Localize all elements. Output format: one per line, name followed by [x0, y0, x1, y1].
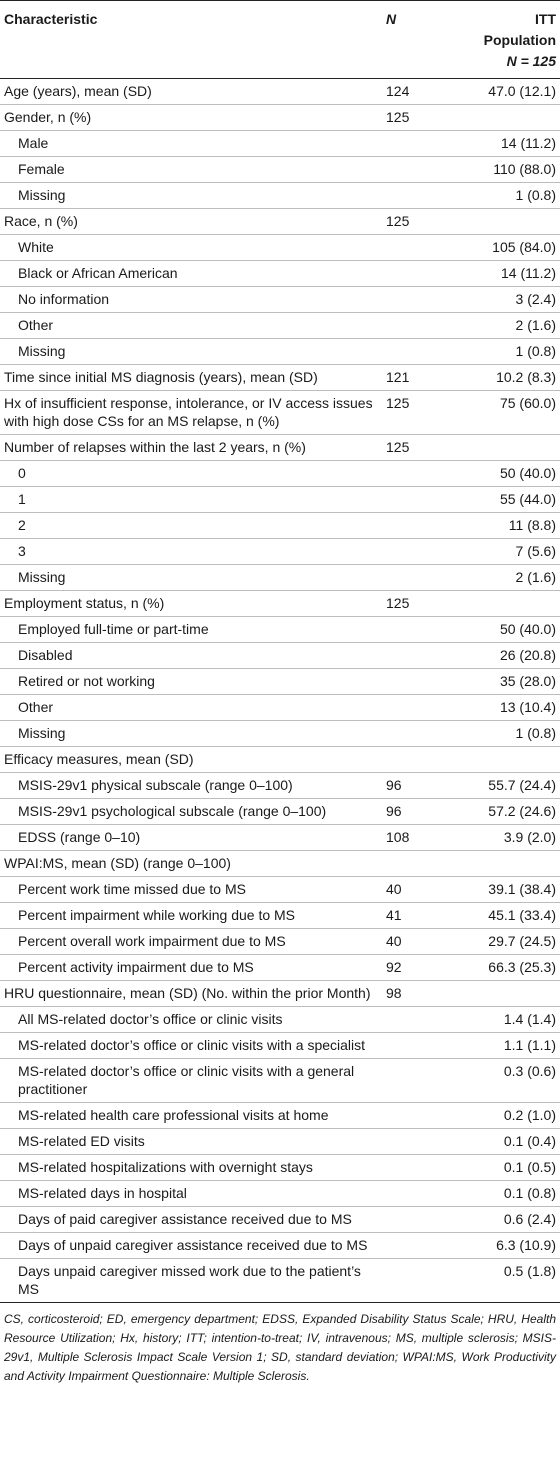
table-row — [0, 131, 560, 157]
row-itt-value: 0.1 (0.8) — [452, 1181, 560, 1207]
row-n — [382, 1129, 452, 1155]
table-row — [0, 539, 560, 565]
table-row — [0, 1033, 560, 1059]
row-characteristic: Employment status, n (%) — [0, 591, 382, 617]
header-itt-line2: Population — [483, 32, 556, 48]
row-n — [382, 287, 452, 313]
row-itt-value: 0.6 (2.4) — [452, 1207, 560, 1233]
row-characteristic: Missing — [0, 565, 382, 591]
table-row — [0, 157, 560, 183]
table-row — [0, 79, 560, 105]
table-row — [0, 1103, 560, 1129]
row-n — [382, 721, 452, 747]
row-characteristic: 0 — [0, 461, 382, 487]
table-row — [0, 747, 560, 773]
row-characteristic: Days of unpaid caregiver assistance received due to MS — [0, 1233, 382, 1259]
table-row — [0, 1207, 560, 1233]
row-characteristic: Hx of insufficient response, intolerance, or IV access issues with high dose CSs for an MS relapse, n (%) — [0, 391, 382, 435]
table-row — [0, 955, 560, 981]
row-n — [382, 1155, 452, 1181]
row-n — [382, 1207, 452, 1233]
row-itt-value — [452, 851, 560, 877]
table-row — [0, 105, 560, 131]
table-row — [0, 513, 560, 539]
row-itt-value: 3.9 (2.0) — [452, 825, 560, 851]
row-itt-value: 66.3 (25.3) — [452, 955, 560, 981]
row-n — [382, 1033, 452, 1059]
row-characteristic: Other — [0, 695, 382, 721]
row-itt-value: 0.1 (0.4) — [452, 1129, 560, 1155]
row-n — [382, 1181, 452, 1207]
row-n: 121 — [382, 365, 452, 391]
table-row — [0, 1007, 560, 1033]
table-row — [0, 313, 560, 339]
row-characteristic: WPAI:MS, mean (SD) (range 0–100) — [0, 851, 382, 877]
row-characteristic: MS-related doctor’s office or clinic visits with a specialist — [0, 1033, 382, 1059]
row-characteristic: Percent work time missed due to MS — [0, 877, 382, 903]
table-row — [0, 565, 560, 591]
table-row — [0, 365, 560, 391]
table-row — [0, 1059, 560, 1103]
row-n — [382, 461, 452, 487]
row-n: 40 — [382, 877, 452, 903]
table-header — [0, 1, 560, 79]
row-itt-value: 6.3 (10.9) — [452, 1233, 560, 1259]
row-itt-value: 14 (11.2) — [452, 131, 560, 157]
table-row — [0, 339, 560, 365]
row-characteristic: Missing — [0, 721, 382, 747]
row-itt-value: 10.2 (8.3) — [452, 365, 560, 391]
row-characteristic: MSIS-29v1 psychological subscale (range 0–100) — [0, 799, 382, 825]
row-n: 96 — [382, 773, 452, 799]
row-itt-value: 105 (84.0) — [452, 235, 560, 261]
row-n — [382, 183, 452, 209]
row-characteristic: Other — [0, 313, 382, 339]
table-body — [0, 79, 560, 1303]
table-row — [0, 261, 560, 287]
table-row — [0, 695, 560, 721]
row-n — [382, 643, 452, 669]
row-itt-value: 35 (28.0) — [452, 669, 560, 695]
row-n — [382, 669, 452, 695]
table-row — [0, 773, 560, 799]
row-characteristic: MSIS-29v1 physical subscale (range 0–100) — [0, 773, 382, 799]
row-itt-value: 26 (20.8) — [452, 643, 560, 669]
row-itt-value — [452, 981, 560, 1007]
table-row — [0, 643, 560, 669]
row-n — [382, 565, 452, 591]
table-row — [0, 287, 560, 313]
row-n: 125 — [382, 209, 452, 235]
row-characteristic: Black or African American — [0, 261, 382, 287]
row-itt-value: 1.4 (1.4) — [452, 1007, 560, 1033]
row-n: 125 — [382, 591, 452, 617]
row-n: 98 — [382, 981, 452, 1007]
row-characteristic: MS-related days in hospital — [0, 1181, 382, 1207]
row-n — [382, 131, 452, 157]
table-row — [0, 391, 560, 435]
row-characteristic: Employed full-time or part-time — [0, 617, 382, 643]
row-n — [382, 1103, 452, 1129]
row-characteristic: Percent overall work impairment due to MS — [0, 929, 382, 955]
row-n — [382, 747, 452, 773]
row-itt-value: 3 (2.4) — [452, 287, 560, 313]
row-n: 125 — [382, 391, 452, 435]
table-row — [0, 903, 560, 929]
table-row — [0, 929, 560, 955]
row-itt-value — [452, 747, 560, 773]
header-n: N — [382, 1, 452, 79]
table-row — [0, 669, 560, 695]
row-n: 124 — [382, 79, 452, 105]
row-n: 125 — [382, 435, 452, 461]
row-itt-value: 1 (0.8) — [452, 183, 560, 209]
row-n — [382, 157, 452, 183]
row-n: 41 — [382, 903, 452, 929]
row-itt-value — [452, 591, 560, 617]
table-footnote: CS, corticosteroid; ED, emergency department; EDSS, Expanded Disability Status Scale; HRU, Health Resource Utilization; Hx, history; ITT; intention-to-treat; IV, intravenous; MS, multiple sclerosis; MSIS-29v1, Multiple Sclerosis Impact Scale Version 1; SD, standard deviation; WPAI:MS, Work Productivity and Activity Impairment Questionnaire: Multiple Sclerosis. — [4, 1312, 556, 1383]
header-itt-population — [452, 1, 560, 79]
row-characteristic: No information — [0, 287, 382, 313]
row-n — [382, 513, 452, 539]
row-itt-value: 50 (40.0) — [452, 461, 560, 487]
table-row — [0, 1129, 560, 1155]
row-n — [382, 617, 452, 643]
table-row — [0, 799, 560, 825]
header-itt-line1: ITT — [535, 11, 556, 27]
row-itt-value: 13 (10.4) — [452, 695, 560, 721]
row-itt-value: 50 (40.0) — [452, 617, 560, 643]
row-n — [382, 313, 452, 339]
row-n: 108 — [382, 825, 452, 851]
row-itt-value: 75 (60.0) — [452, 391, 560, 435]
row-itt-value — [452, 435, 560, 461]
row-itt-value: 2 (1.6) — [452, 313, 560, 339]
row-n — [382, 1233, 452, 1259]
row-characteristic: Missing — [0, 183, 382, 209]
row-itt-value: 11 (8.8) — [452, 513, 560, 539]
row-n: 96 — [382, 799, 452, 825]
row-characteristic: Disabled — [0, 643, 382, 669]
row-n: 92 — [382, 955, 452, 981]
row-characteristic: Gender, n (%) — [0, 105, 382, 131]
row-characteristic: EDSS (range 0–10) — [0, 825, 382, 851]
row-characteristic: Female — [0, 157, 382, 183]
row-itt-value: 55.7 (24.4) — [452, 773, 560, 799]
table-row — [0, 461, 560, 487]
row-itt-value: 57.2 (24.6) — [452, 799, 560, 825]
table-row — [0, 1259, 560, 1303]
row-n — [382, 1059, 452, 1103]
table-row — [0, 235, 560, 261]
row-characteristic: 1 — [0, 487, 382, 513]
row-itt-value: 29.7 (24.5) — [452, 929, 560, 955]
row-characteristic: Percent activity impairment due to MS — [0, 955, 382, 981]
row-itt-value: 0.2 (1.0) — [452, 1103, 560, 1129]
table-row — [0, 435, 560, 461]
row-itt-value: 7 (5.6) — [452, 539, 560, 565]
row-n — [382, 695, 452, 721]
row-characteristic: Time since initial MS diagnosis (years), mean (SD) — [0, 365, 382, 391]
row-itt-value: 2 (1.6) — [452, 565, 560, 591]
row-characteristic: Male — [0, 131, 382, 157]
header-row — [0, 1, 560, 79]
row-characteristic: Number of relapses within the last 2 years, n (%) — [0, 435, 382, 461]
row-characteristic: Retired or not working — [0, 669, 382, 695]
row-itt-value: 0.1 (0.5) — [452, 1155, 560, 1181]
row-n: 40 — [382, 929, 452, 955]
row-characteristic: Percent impairment while working due to MS — [0, 903, 382, 929]
row-itt-value: 45.1 (33.4) — [452, 903, 560, 929]
row-itt-value: 55 (44.0) — [452, 487, 560, 513]
row-characteristic: All MS-related doctor’s office or clinic visits — [0, 1007, 382, 1033]
row-itt-value: 1 (0.8) — [452, 721, 560, 747]
row-itt-value: 0.5 (1.8) — [452, 1259, 560, 1303]
row-itt-value — [452, 209, 560, 235]
row-characteristic: HRU questionnaire, mean (SD) (No. within the prior Month) — [0, 981, 382, 1007]
row-itt-value: 39.1 (38.4) — [452, 877, 560, 903]
table-row — [0, 877, 560, 903]
row-n — [382, 851, 452, 877]
row-n — [382, 339, 452, 365]
header-characteristic: Characteristic — [0, 1, 382, 79]
row-n — [382, 1259, 452, 1303]
row-n — [382, 261, 452, 287]
table-row — [0, 851, 560, 877]
table-row — [0, 1181, 560, 1207]
row-characteristic: Race, n (%) — [0, 209, 382, 235]
table-row — [0, 981, 560, 1007]
row-itt-value — [452, 105, 560, 131]
row-characteristic: Efficacy measures, mean (SD) — [0, 747, 382, 773]
row-characteristic: Missing — [0, 339, 382, 365]
row-characteristic: MS-related hospitalizations with overnight stays — [0, 1155, 382, 1181]
table-row — [0, 617, 560, 643]
table-row — [0, 209, 560, 235]
row-itt-value: 47.0 (12.1) — [452, 79, 560, 105]
row-itt-value: 0.3 (0.6) — [452, 1059, 560, 1103]
row-itt-value: 1 (0.8) — [452, 339, 560, 365]
row-characteristic: MS-related health care professional visits at home — [0, 1103, 382, 1129]
row-itt-value: 1.1 (1.1) — [452, 1033, 560, 1059]
row-characteristic: Days of paid caregiver assistance received due to MS — [0, 1207, 382, 1233]
table-row — [0, 183, 560, 209]
header-itt-line3: N = 125 — [506, 53, 556, 69]
row-n: 125 — [382, 105, 452, 131]
table-row — [0, 1233, 560, 1259]
table-row — [0, 1155, 560, 1181]
row-n — [382, 1007, 452, 1033]
row-itt-value: 110 (88.0) — [452, 157, 560, 183]
row-characteristic: MS-related doctor’s office or clinic visits with a general practitioner — [0, 1059, 382, 1103]
row-n — [382, 539, 452, 565]
row-characteristic: 2 — [0, 513, 382, 539]
row-characteristic: Age (years), mean (SD) — [0, 79, 382, 105]
row-characteristic: White — [0, 235, 382, 261]
table-row — [0, 591, 560, 617]
row-itt-value: 14 (11.2) — [452, 261, 560, 287]
row-n — [382, 487, 452, 513]
row-n — [382, 235, 452, 261]
row-characteristic: 3 — [0, 539, 382, 565]
table-row — [0, 825, 560, 851]
table-row — [0, 721, 560, 747]
table-row — [0, 487, 560, 513]
row-characteristic: Days unpaid caregiver missed work due to the patient’s MS — [0, 1259, 382, 1303]
row-characteristic: MS-related ED visits — [0, 1129, 382, 1155]
